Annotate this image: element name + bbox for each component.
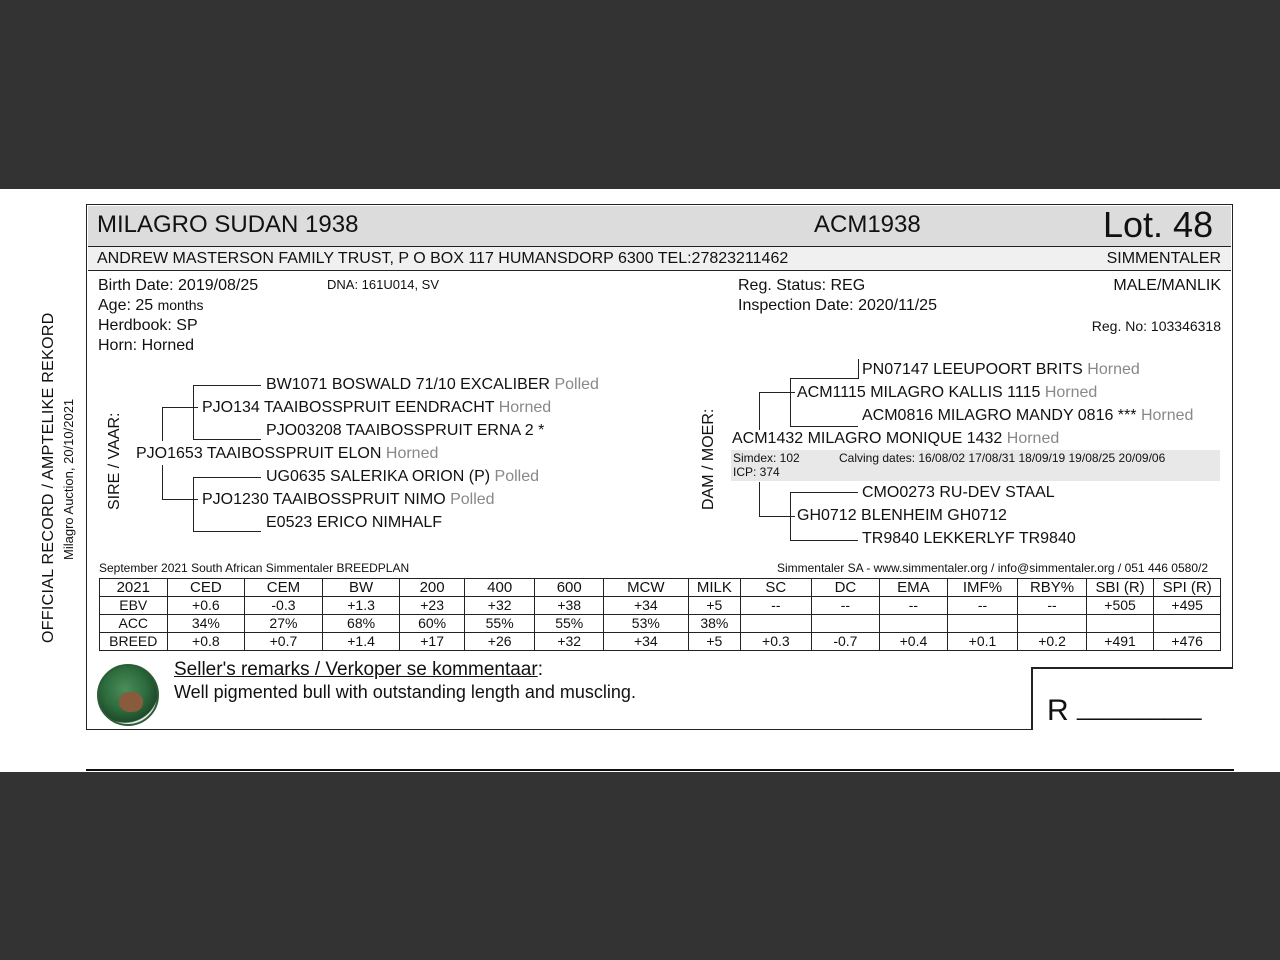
table-row [100, 633, 1221, 651]
table-cell: EBV [100, 597, 168, 615]
tree-line [162, 465, 163, 499]
table-cell [811, 615, 880, 633]
table-cell: 2021 [100, 579, 168, 597]
official-record-label: OFFICIAL RECORD / AMPTELIKE REKORD [40, 312, 57, 643]
tree-line [759, 482, 760, 516]
tree-line [193, 385, 194, 439]
inspection-date: Inspection Date: 2020/11/25 [738, 297, 937, 314]
tree-line [790, 378, 858, 379]
table-cell: -- [1018, 597, 1087, 615]
table-cell: 68% [322, 615, 400, 633]
table-cell: 55% [464, 615, 535, 633]
table-cell: +32 [464, 597, 535, 615]
tree-line [193, 531, 261, 532]
herdbook: Herdbook: SP [98, 317, 198, 334]
table-cell: +505 [1086, 597, 1154, 615]
dam-label: DAM / MOER: [700, 408, 717, 510]
remarks-heading: Seller's remarks / Verkoper se kommentaar: [174, 659, 543, 680]
table-cell: DC [811, 579, 880, 597]
table-cell: -0.3 [245, 597, 323, 615]
table-cell: MCW [603, 579, 688, 597]
table-cell: +0.1 [947, 633, 1018, 651]
tree-line [193, 385, 261, 386]
table-cell: +23 [400, 597, 465, 615]
dam-dam: GH0712 BLENHEIM GH0712 [797, 507, 1007, 524]
table-cell: +1.3 [322, 597, 400, 615]
table-cell: +34 [603, 633, 688, 651]
tree-line [790, 378, 791, 426]
table-cell: BW [322, 579, 400, 597]
table-cell: MILK [688, 579, 740, 597]
table-cell: IMF% [947, 579, 1018, 597]
tree-line [193, 439, 261, 440]
tree-line [858, 359, 859, 379]
table-cell: +32 [535, 633, 604, 651]
table-cell: +0.4 [880, 633, 948, 651]
dam: ACM1432 MILAGRO MONIQUE 1432 Horned [732, 430, 1060, 447]
table-cell: SC [741, 579, 812, 597]
table-cell: 200 [400, 579, 465, 597]
table-cell [880, 615, 948, 633]
table-cell: 55% [535, 615, 604, 633]
horn-status: Horn: Horned [98, 337, 195, 354]
table-cell: +38 [535, 597, 604, 615]
sire-sire-sire: BW1071 BOSWALD 71/10 EXCALIBER Polled [266, 376, 599, 393]
table-cell: 38% [688, 615, 740, 633]
table-cell [1154, 615, 1221, 633]
table-cell: +491 [1086, 633, 1154, 651]
table-cell: SPI (R) [1154, 579, 1221, 597]
table-cell: -- [741, 597, 812, 615]
table-cell: +1.4 [322, 633, 400, 651]
table-cell: +17 [400, 633, 465, 651]
table-cell: 400 [464, 579, 535, 597]
table-header-row [100, 579, 1221, 597]
table-cell [1086, 615, 1154, 633]
table-cell: EMA [880, 579, 948, 597]
table-cell: -- [880, 597, 948, 615]
table-cell: +476 [1154, 633, 1221, 651]
table-cell: ACC [100, 615, 168, 633]
sire-dam-dam: E0523 ERICO NIMHALF [266, 514, 443, 531]
table-cell: +495 [1154, 597, 1221, 615]
table-cell: CED [167, 579, 245, 597]
table-cell: -- [947, 597, 1018, 615]
table-cell [947, 615, 1018, 633]
owner-line: ANDREW MASTERSON FAMILY TRUST, P O BOX 117 HUMANSDORP 6300 TEL:27823211462 [97, 250, 789, 267]
divider [86, 769, 1234, 771]
table-cell [741, 615, 812, 633]
sire-dam: PJO1230 TAAIBOSSPRUIT NIMO Polled [202, 491, 495, 508]
age [98, 297, 204, 315]
sire: PJO1653 TAAIBOSSPRUIT ELON Horned [136, 445, 439, 462]
dna-info: DNA: 161U014, SV [327, 277, 440, 292]
table-cell: +0.6 [167, 597, 245, 615]
tree-line [790, 492, 858, 493]
table-row [100, 597, 1221, 615]
price-blank[interactable]: __________ [1077, 694, 1201, 721]
sire-sire-dam: PJO03208 TAAIBOSSPRUIT ERNA 2 * [266, 422, 545, 439]
dam-dam-sire: CMO0273 RU-DEV STAAL [862, 484, 1055, 501]
table-cell: BREED [100, 633, 168, 651]
table-cell: +34 [603, 597, 688, 615]
reg-number: Reg. No: 103346318 [1091, 318, 1221, 334]
breed-society-contact: Simmentaler SA - www.simmentaler.org / info@simmentaler.org / 051 446 0580/2 [776, 561, 1208, 575]
table-cell: -0.7 [811, 633, 880, 651]
table-cell: +5 [688, 633, 740, 651]
table-cell: 600 [535, 579, 604, 597]
table-cell: SBI (R) [1086, 579, 1154, 597]
calving-dates: Calving dates: 16/08/02 17/08/31 18/09/19 19/08/25 20/09/06 [839, 451, 1166, 465]
simdex: Simdex: 102 [733, 451, 800, 465]
auction-label: Milagro Auction, 20/10/2021 [61, 398, 76, 560]
table-row [100, 615, 1221, 633]
table-cell: 60% [400, 615, 465, 633]
tree-line [790, 540, 858, 541]
ebv-table [99, 578, 1221, 651]
simmentaler-logo [97, 664, 159, 726]
animal-name: MILAGRO SUDAN 1938 [97, 211, 359, 238]
table-cell: 34% [167, 615, 245, 633]
price-label: R [1047, 694, 1069, 727]
tree-line [759, 392, 760, 430]
age-value: Age: 25 [98, 297, 154, 314]
table-cell: +26 [464, 633, 535, 651]
lot-number: Lot. 48 [1103, 204, 1214, 245]
tree-line [790, 492, 791, 540]
birth-date: Birth Date: 2019/08/25 [98, 277, 259, 294]
tree-line [193, 477, 261, 478]
icp: ICP: 374 [733, 465, 780, 479]
table-cell: +0.2 [1018, 633, 1087, 651]
tree-line [193, 477, 194, 531]
dam-sire-sire: PN07147 LEEUPOORT BRITS Horned [862, 361, 1140, 378]
table-cell: RBY% [1018, 579, 1087, 597]
sire-label: SIRE / VAAR: [106, 412, 123, 510]
dam-sire-dam: ACM0816 MILAGRO MANDY 0816 *** Horned [862, 407, 1194, 424]
table-cell: 53% [603, 615, 688, 633]
age-unit: months [157, 297, 204, 313]
sire-sire: PJO134 TAAIBOSSPRUIT EENDRACHT Horned [202, 399, 552, 416]
remarks-text: Well pigmented bull with outstanding length and muscling. [174, 682, 636, 702]
reg-status: Reg. Status: REG [738, 277, 866, 294]
table-cell: +5 [688, 597, 740, 615]
tree-line [162, 407, 163, 441]
dam-dam-dam: TR9840 LEKKERLYF TR9840 [862, 530, 1076, 547]
sire-dam-sire: UG0635 SALERIKA ORION (P) Polled [266, 468, 540, 485]
breed-label: SIMMENTALER [1106, 250, 1221, 267]
table-cell: +0.3 [741, 633, 812, 651]
table-cell: -- [811, 597, 880, 615]
tree-line [790, 426, 858, 427]
sex: MALE/MANLIK [1113, 277, 1221, 294]
table-cell: +0.7 [245, 633, 323, 651]
table-cell [1018, 615, 1087, 633]
dam-sire: ACM1115 MILAGRO KALLIS 1115 Horned [797, 384, 1098, 401]
table-cell: +0.8 [167, 633, 245, 651]
table-cell: CEM [245, 579, 323, 597]
table-cell: 27% [245, 615, 323, 633]
animal-code: ACM1938 [814, 211, 921, 238]
breedplan-source: September 2021 South African Simmentaler BREEDPLAN [99, 561, 410, 575]
